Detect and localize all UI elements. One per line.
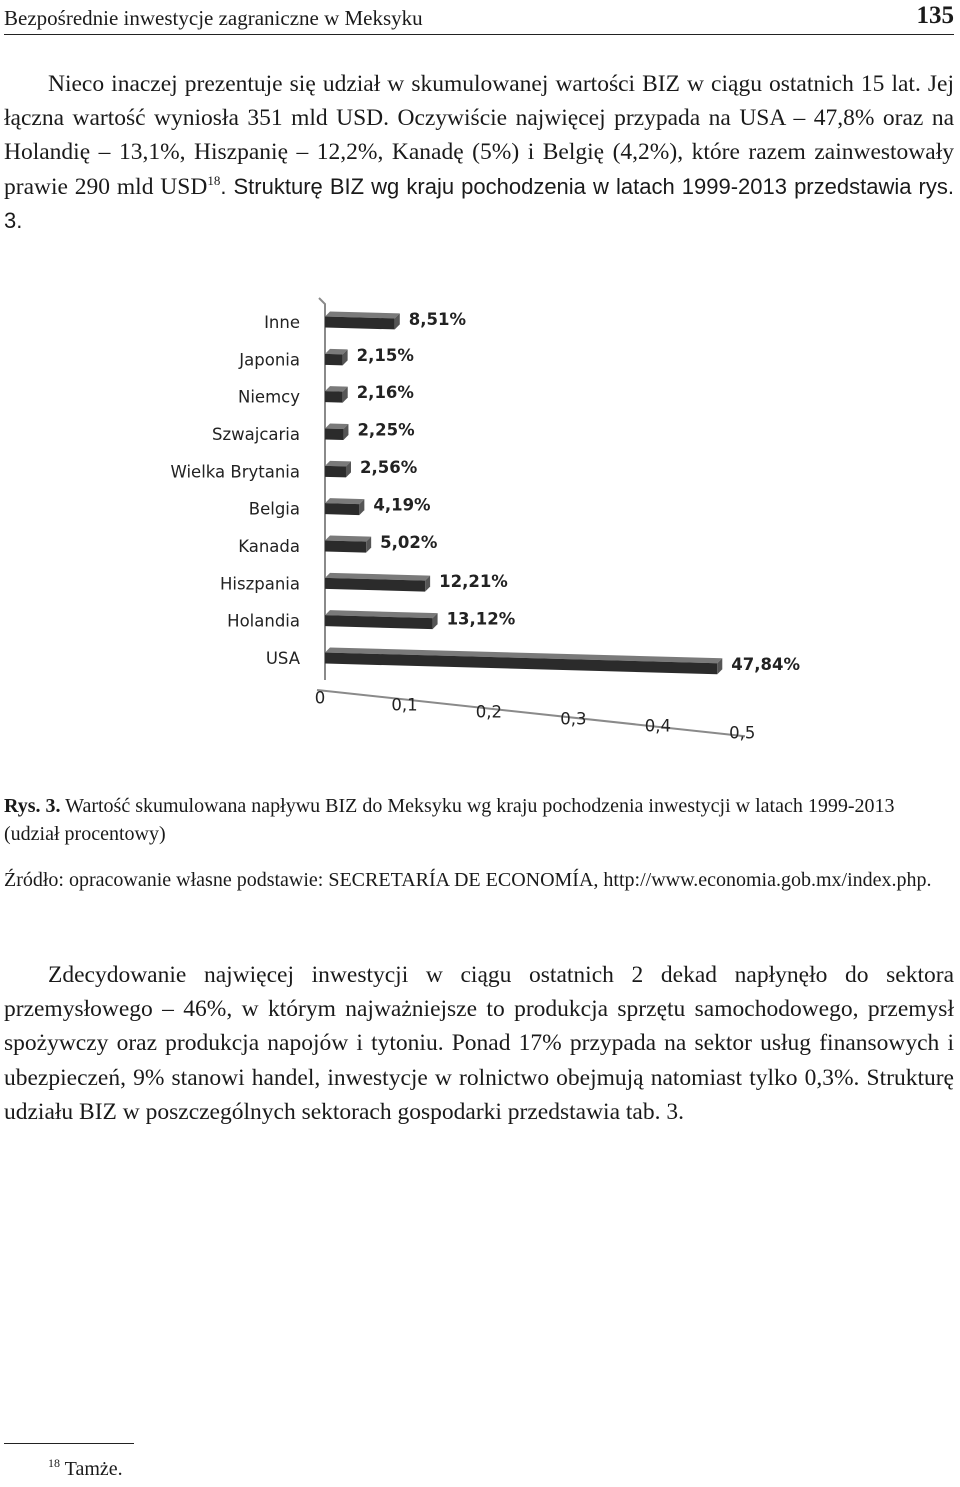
x-tick-label: 0,3 — [560, 709, 587, 729]
x-tick-label: 0,1 — [391, 695, 418, 715]
category-label: Belgia — [248, 499, 300, 519]
category-label: Kanada — [238, 537, 300, 556]
figure-caption — [4, 792, 954, 848]
value-label: 2,25% — [357, 420, 415, 440]
category-label: USA — [265, 649, 300, 668]
value-label: 5,02% — [380, 533, 438, 553]
x-tick-label: 0,5 — [729, 723, 756, 743]
figure-source: Źródło: opracowanie własne podstawie: SECRETARÍA DE ECONOMÍA, http://www.economia.gob.mx/index.php. — [4, 869, 932, 891]
bar — [325, 391, 343, 402]
figure-caption-text: Wartość skumulowana napływu BIZ do Meksyku wg kraju pochodzenia inwestycji w latach 1999-2013 (udział procentowy) — [4, 795, 895, 845]
bar — [325, 354, 343, 365]
category-label: Inne — [264, 313, 300, 332]
category-label: Holandia — [227, 611, 300, 631]
value-label: 2,15% — [356, 345, 414, 365]
page-number: 135 — [916, 2, 954, 29]
value-label: 12,21% — [439, 572, 508, 592]
paragraph-intro-text-b: . Strukturę BIZ wg kraju pochodzenia w latach 1999-2013 przedstawia rys. 3. — [4, 173, 954, 233]
bar — [325, 317, 395, 330]
paragraph-sectors-text: Zdecydowanie najwięcej inwestycji w ciągu ostatnich 2 dekad napłynęło do sektora przemysłowego – 46%, w którym najważniejsze to produkcja sprzętu samochodowego, przemysł spożywczy oraz produkcja napojów i tytoniu. Ponad 17% przypada na sektor usług finansowych i ubezpieczeń, 9% stanowi handel, inwestycje w rolnictwo obejmują natomiast tylko 0,3%. Strukturę udziału BIZ w poszczególnych sektorach gospodarki przedstawia tab. 3. — [4, 962, 954, 1125]
x-tick-label: 0,4 — [644, 716, 671, 736]
category-label: Wielka Brytania — [170, 462, 300, 482]
figure-3-chart — [130, 290, 830, 760]
footnote-separator — [4, 1443, 134, 1444]
paragraph-intro-text-a: Nieco inaczej prezentuje się udział w skumulowanej wartości BIZ w ciągu ostatnich 15 lat. Jej łączna wartość wyniosła 351 mld USD. Oczywiście najwięcej przypada na USA – 47,8% oraz na Holandię – 13,1%, Hiszpanię – 12,2%, Kanadę (5%) i Belgię (4,2%), które razem zainwestowały prawie 290 mld USD — [4, 71, 954, 200]
bar-chart — [130, 290, 830, 760]
bar-top-face — [325, 498, 364, 504]
category-label: Hiszpania — [220, 574, 300, 594]
bar — [325, 541, 366, 553]
figure-caption-label: Rys. 3. — [4, 795, 61, 817]
value-label: 8,51% — [408, 309, 467, 329]
footnote — [48, 1458, 123, 1481]
x-tick-label: 0 — [314, 688, 326, 708]
paragraph-sectors — [4, 958, 954, 1129]
footnote-text: Tamże. — [64, 1458, 123, 1480]
paragraph-intro — [4, 67, 954, 238]
value-label: 2,56% — [359, 457, 418, 477]
bar — [325, 503, 359, 515]
x-tick-label: 0,2 — [475, 702, 503, 722]
category-label: Niemcy — [238, 387, 300, 407]
category-label: Japonia — [239, 350, 300, 370]
chart-floor — [314, 688, 745, 736]
value-label: 47,84% — [731, 654, 801, 674]
category-label: Szwajcaria — [212, 425, 300, 444]
bar — [325, 466, 346, 478]
value-label: 13,12% — [446, 609, 516, 629]
running-title: Bezpośrednie inwestycje zagraniczne w Meksyku — [4, 6, 423, 30]
value-label: 4,19% — [373, 495, 431, 515]
footnote-number: 18 — [48, 1456, 60, 1470]
page-header — [4, 0, 954, 35]
footnote-reference[interactable]: 18 — [207, 172, 221, 188]
chart-back-wall — [319, 298, 325, 680]
value-label: 2,16% — [356, 383, 414, 403]
bar — [325, 429, 343, 441]
